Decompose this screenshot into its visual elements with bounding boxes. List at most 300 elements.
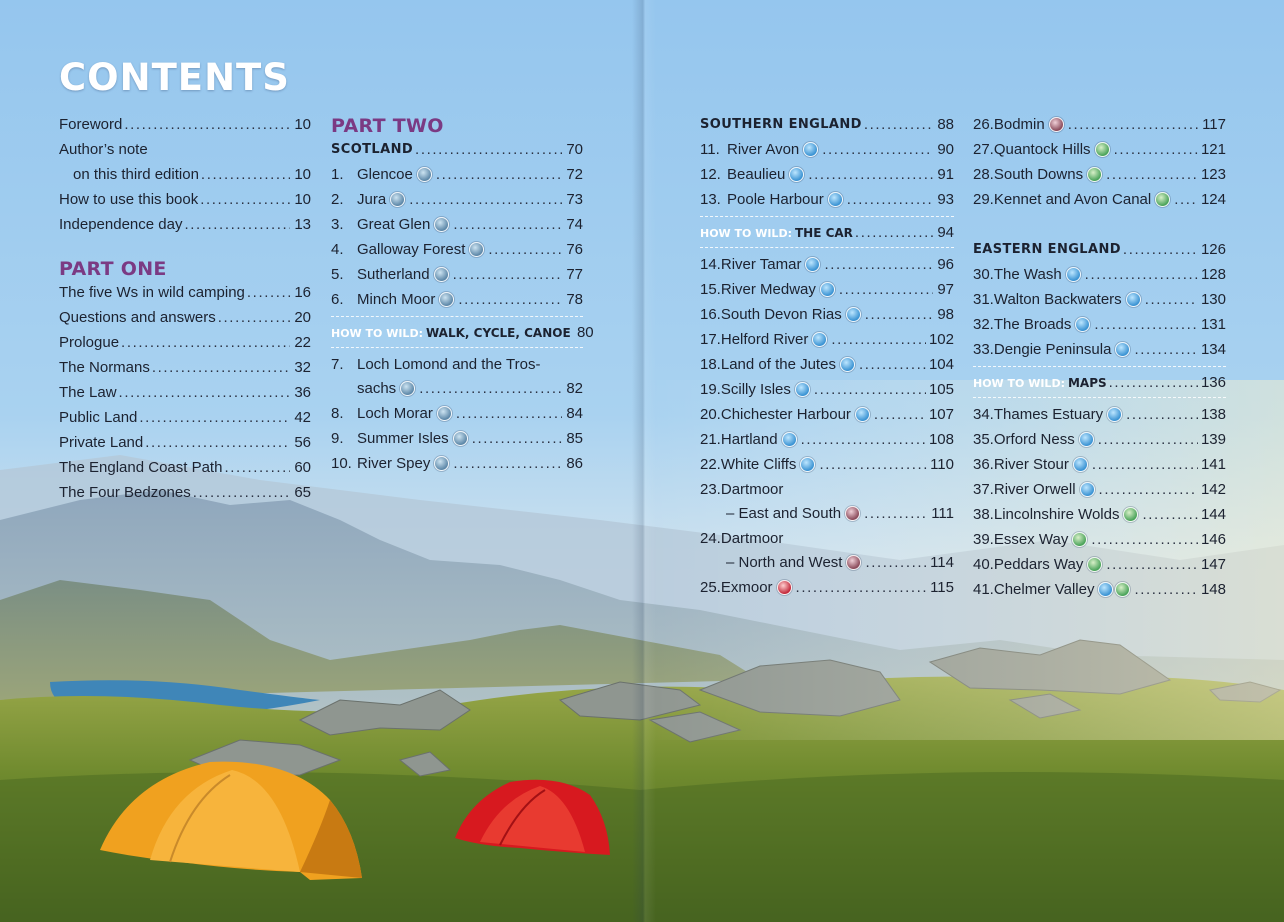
page-number: 90 [937, 141, 954, 158]
leader-dots [458, 291, 562, 308]
entry-label: Peddars Way [993, 556, 1084, 573]
page-number: 148 [1200, 581, 1226, 598]
land-icon [1087, 557, 1102, 572]
entry-number: 41. [973, 581, 994, 598]
toc-entry[interactable] [700, 327, 954, 352]
leader-dots [801, 431, 926, 448]
leader-dots [1106, 556, 1198, 573]
entry-number: 36. [973, 456, 994, 473]
entry-exmoor[interactable] [700, 575, 954, 600]
toc-entry[interactable] [331, 451, 583, 476]
page-number: 36 [294, 384, 311, 401]
page-number: 144 [1200, 506, 1226, 523]
leader-dots [847, 191, 933, 208]
toc-entry[interactable] [59, 330, 311, 355]
page-number: 108 [928, 431, 954, 448]
page-number: 77 [566, 266, 583, 283]
toc-entry[interactable] [59, 430, 311, 455]
toc-entry[interactable] [331, 287, 583, 312]
leader-dots [839, 281, 933, 298]
mountain-icon [469, 242, 484, 257]
entry-number: 16. [700, 306, 721, 323]
entry-label: Sutherland [357, 266, 430, 283]
toc-entry[interactable] [973, 312, 1226, 337]
water-and-land-icon [1098, 582, 1113, 597]
leader-dots [200, 191, 290, 208]
leader-dots [808, 166, 933, 183]
entry-number: 35. [973, 431, 994, 448]
page-number: 138 [1200, 406, 1226, 423]
region-label: EASTERN ENGLAND [973, 242, 1121, 257]
entry-label: Minch Moor [357, 291, 436, 308]
page-number: 96 [937, 256, 954, 273]
leader-dots [145, 434, 290, 451]
entry-label: The England Coast Path [59, 459, 223, 476]
mountain-icon [417, 167, 432, 182]
entry-number: 29. [973, 191, 994, 208]
page-number: 110 [930, 456, 954, 473]
entry-number: 37. [973, 481, 994, 498]
page-number: 85 [566, 430, 583, 447]
scotland-list-a [331, 162, 583, 312]
toc-entry[interactable] [973, 287, 1226, 312]
leader-dots [859, 356, 926, 373]
toc-entry[interactable] [700, 302, 954, 327]
entry-label: Land of the Jutes [720, 356, 836, 373]
entry-number: 24. [700, 529, 721, 547]
water-icon [1073, 457, 1088, 472]
water-icon [1066, 267, 1081, 282]
entry-number: 14. [700, 256, 721, 273]
entry-number: 31. [973, 291, 994, 308]
red-moor-icon [777, 580, 792, 595]
toc-entry[interactable] [700, 137, 954, 162]
page-number: 126 [1200, 241, 1226, 258]
page-number: 93 [937, 191, 954, 208]
water-icon [1107, 407, 1122, 422]
leader-dots [1106, 166, 1198, 183]
leader-dots [796, 579, 928, 596]
moor-icon [845, 506, 860, 521]
page-number: 117 [1202, 116, 1226, 133]
toc-entry[interactable] [59, 355, 311, 380]
page-number: 80 [576, 323, 594, 341]
region-eastern-england[interactable] [973, 237, 1226, 262]
land-icon [1072, 532, 1087, 547]
toc-entry[interactable] [331, 237, 583, 262]
entry-label: – North and West [726, 554, 843, 571]
leader-dots [1134, 341, 1198, 358]
toc-entry[interactable] [973, 552, 1226, 577]
entry-label: Summer Isles [357, 430, 449, 447]
page-number: 74 [566, 216, 583, 233]
leader-dots [1134, 581, 1198, 598]
leader-dots [124, 116, 290, 133]
toc-entry[interactable] [59, 162, 311, 187]
land-icon [1123, 507, 1138, 522]
entry-label: Loch Morar [357, 405, 433, 422]
page-number: 107 [928, 406, 954, 423]
land-icon [1155, 192, 1170, 207]
mountain-icon [437, 406, 452, 421]
mountain-icon [434, 217, 449, 232]
entry-loch-lomond-line2[interactable] [331, 376, 583, 401]
page-number: 78 [566, 291, 583, 308]
entry-label: Quantock Hills [993, 141, 1091, 158]
entry-number: 6. [331, 291, 344, 308]
leader-dots [1114, 141, 1198, 158]
how-to-wild-label [973, 374, 1107, 391]
toc-entry[interactable] [331, 426, 583, 451]
entry-number: 40. [973, 556, 994, 573]
entry-label: – East and South [726, 505, 842, 522]
how-to-wild-topic: THE CAR [794, 225, 853, 240]
entry-label: Orford Ness [993, 431, 1075, 448]
front-matter-list [59, 112, 311, 237]
toc-entry[interactable] [700, 377, 954, 402]
leader-dots [247, 284, 290, 301]
toc-entry[interactable] [331, 187, 583, 212]
page-number: 97 [937, 281, 954, 298]
region-southern-england[interactable] [700, 112, 954, 137]
toc-entry[interactable] [59, 480, 311, 505]
leader-dots [1145, 291, 1198, 308]
entry-number: 19. [700, 381, 721, 398]
page-number: 10 [294, 191, 311, 208]
how-to-wild-label [700, 224, 853, 241]
leader-dots [1109, 374, 1198, 391]
leader-dots [139, 409, 290, 426]
leader-dots [119, 384, 290, 401]
page-number: 102 [928, 331, 954, 348]
page-number: 60 [294, 459, 311, 476]
water-icon [1075, 317, 1090, 332]
toc-entry[interactable] [331, 162, 583, 187]
page-number: 32 [294, 359, 311, 376]
toc-entry[interactable] [331, 212, 583, 237]
region-scotland[interactable] [331, 137, 583, 162]
toc-entry[interactable] [700, 352, 954, 377]
contents-column-2 [331, 112, 594, 476]
water-icon [795, 382, 810, 397]
entry-label: on this third edition [73, 166, 199, 183]
leader-dots [1099, 481, 1198, 498]
page-title: CONTENTS [59, 56, 290, 99]
page-number: 142 [1200, 481, 1226, 498]
entry-label: Dartmoor [720, 480, 784, 498]
entry-number: 32. [973, 316, 994, 333]
water-icon [846, 307, 861, 322]
entry-label: The Broads [993, 316, 1072, 333]
page-number: 56 [294, 434, 311, 451]
page-number: 98 [937, 306, 954, 323]
leader-dots [1094, 316, 1198, 333]
page-number: 111 [931, 505, 954, 522]
toc-entry[interactable] [973, 162, 1226, 187]
entry-dartmoor-es-line2[interactable] [700, 501, 954, 526]
mountain-icon [453, 431, 468, 446]
entry-label: Thames Estuary [993, 406, 1104, 423]
mountain-icon [400, 381, 415, 396]
entry-number: 10. [331, 455, 352, 472]
entry-label: Galloway Forest [357, 241, 466, 258]
leader-dots [864, 505, 928, 522]
toc-entry[interactable] [700, 162, 954, 187]
part-two-heading: PART TWO [331, 115, 444, 137]
how-to-wild-maps[interactable] [973, 366, 1226, 398]
entry-label: Bodmin [993, 116, 1045, 133]
toc-entry[interactable] [973, 452, 1226, 477]
water-icon [800, 457, 815, 472]
entry-label: The five Ws in wild camping [59, 284, 245, 301]
eastern-list-b [973, 402, 1226, 602]
page-number: 76 [566, 241, 583, 258]
entry-number: 9. [331, 430, 344, 447]
toc-entry[interactable] [973, 112, 1226, 137]
entry-number: 39. [973, 531, 994, 548]
southern-list-c [973, 112, 1226, 212]
entry-number: 5. [331, 266, 344, 283]
mountain-icon [439, 292, 454, 307]
entry-loch-lomond-line1[interactable] [331, 352, 583, 376]
entry-number: 13. [700, 191, 721, 208]
page-number: 22 [294, 334, 311, 351]
toc-entry[interactable] [59, 380, 311, 405]
page-number: 104 [928, 356, 954, 373]
entry-label: Author’s note [59, 141, 148, 158]
entry-label: Kennet and Avon Canal [993, 191, 1152, 208]
page-gutter [632, 0, 656, 922]
toc-entry[interactable] [59, 212, 311, 237]
southern-list-b [700, 252, 954, 477]
page-number: 131 [1200, 316, 1226, 333]
page-number: 84 [566, 405, 583, 422]
entry-label: sachs [357, 380, 397, 397]
entry-label: Glencoe [357, 166, 413, 183]
how-to-wild-the-car[interactable] [700, 216, 954, 248]
leader-dots [874, 406, 926, 423]
southern-list-a [700, 137, 954, 212]
toc-entry[interactable] [700, 187, 954, 212]
toc-entry[interactable] [59, 280, 311, 305]
leader-dots [1142, 506, 1197, 523]
entry-label: Chichester Harbour [720, 406, 851, 423]
leader-dots [152, 359, 290, 376]
entry-label: Questions and answers [59, 309, 216, 326]
entry-label: South Downs [993, 166, 1084, 183]
entry-dartmoor-nw-line2[interactable] [700, 550, 954, 575]
toc-entry[interactable] [700, 277, 954, 302]
entry-dartmoor-nw-line1[interactable] [700, 526, 954, 550]
leader-dots [453, 266, 562, 283]
toc-entry[interactable] [973, 477, 1226, 502]
entry-label: Chelmer Valley [993, 581, 1095, 598]
entry-label: Hartland [720, 431, 778, 448]
leader-dots [822, 141, 933, 158]
entry-label: Great Glen [357, 216, 431, 233]
leader-dots [864, 116, 933, 133]
leader-dots [472, 430, 562, 447]
entry-label: Loch Lomond and the Tros- [357, 355, 541, 373]
entry-label: River Avon [727, 141, 800, 158]
entry-label: Private Land [59, 434, 144, 451]
toc-entry[interactable] [973, 577, 1226, 602]
water-icon [820, 282, 835, 297]
entry-label: River Spey [357, 455, 431, 472]
entry-number: 33. [973, 341, 994, 358]
leader-dots [1091, 531, 1198, 548]
page-number: 121 [1200, 141, 1226, 158]
entry-number: 22. [700, 456, 721, 473]
contents-column-4 [973, 112, 1226, 602]
water-icon [789, 167, 804, 182]
water-icon [803, 142, 818, 157]
how-to-wild-topic: WALK, CYCLE, CANOE [425, 325, 571, 340]
toc-entry[interactable] [973, 187, 1226, 212]
page-number: 136 [1200, 373, 1226, 391]
entry-label: Prologue [59, 334, 120, 351]
entry-number: 21. [700, 431, 721, 448]
page-number: 114 [930, 554, 954, 571]
entry-label: The Wash [993, 266, 1062, 283]
leader-dots [1092, 456, 1198, 473]
contents-column-3 [700, 112, 954, 600]
how-to-wild-lead: HOW TO WILD: [973, 376, 1065, 390]
land-icon [1087, 167, 1102, 182]
entry-label: River Orwell [993, 481, 1076, 498]
toc-entry[interactable] [973, 402, 1226, 427]
contents-column-1 [59, 112, 311, 505]
leader-dots [824, 256, 933, 273]
entry-label: Dartmoor [720, 529, 784, 547]
entry-number: 20. [700, 406, 721, 423]
entry-number: 12. [700, 166, 721, 183]
toc-entry[interactable] [59, 455, 311, 480]
toc-entry[interactable] [700, 452, 954, 477]
toc-entry[interactable] [973, 137, 1226, 162]
how-to-wild-lead: HOW TO WILD: [331, 326, 423, 340]
toc-entry[interactable] [700, 427, 954, 452]
entry-number: 27. [973, 141, 994, 158]
page-number: 13 [294, 216, 311, 233]
leader-dots [819, 456, 927, 473]
leader-dots [1098, 431, 1198, 448]
entry-number: 1. [331, 166, 344, 183]
water-icon [782, 432, 797, 447]
leader-dots [488, 241, 562, 258]
mountain-icon [434, 456, 449, 471]
toc-entry[interactable] [59, 187, 311, 212]
leader-dots [436, 166, 562, 183]
spacer [59, 237, 311, 250]
entry-number: 26. [973, 116, 994, 133]
how-to-wild-lead: HOW TO WILD: [700, 226, 792, 240]
entry-label: Jura [357, 191, 387, 208]
leader-dots [865, 306, 933, 323]
region-label: SOUTHERN ENGLAND [700, 117, 862, 132]
entry-number: 11. [700, 141, 720, 158]
water-icon [1115, 342, 1130, 357]
entry-label: The Four Bedzones [59, 484, 191, 501]
toc-entry[interactable] [331, 401, 583, 426]
leader-dots [224, 459, 290, 476]
toc-entry[interactable] [59, 137, 311, 162]
entry-number: 4. [331, 241, 344, 258]
toc-entry[interactable] [59, 405, 311, 430]
page-number: 147 [1200, 556, 1226, 573]
entry-label: The Normans [59, 359, 150, 376]
leader-dots [1174, 191, 1198, 208]
leader-dots [1123, 241, 1198, 258]
entry-label: Public Land [59, 409, 138, 426]
scotland-list-b [331, 401, 583, 476]
page-number: 20 [294, 309, 311, 326]
entry-label: How to use this book [59, 191, 199, 208]
spacer [973, 212, 1226, 237]
toc-entry[interactable] [973, 502, 1226, 527]
page-number: 115 [930, 579, 954, 596]
water-icon [840, 357, 855, 372]
page-number: 86 [566, 455, 583, 472]
entry-dartmoor-es-line1[interactable] [700, 477, 954, 501]
toc-entry[interactable] [973, 527, 1226, 552]
part-one-list [59, 280, 311, 505]
leader-dots [814, 381, 926, 398]
toc-entry[interactable] [973, 427, 1226, 452]
water-icon [1080, 482, 1095, 497]
water-icon [1126, 292, 1141, 307]
entry-number: 18. [700, 356, 721, 373]
toc-entry[interactable] [973, 337, 1226, 362]
entry-label: River Stour [993, 456, 1069, 473]
leader-dots [453, 216, 562, 233]
part-one-heading: PART ONE [59, 258, 167, 280]
page-number: 91 [937, 166, 954, 183]
entry-label: River Tamar [720, 256, 802, 273]
leader-dots [121, 334, 290, 351]
entry-label: Lincolnshire Wolds [993, 506, 1120, 523]
water-icon [855, 407, 870, 422]
toc-entry[interactable] [700, 252, 954, 277]
leader-dots [201, 166, 290, 183]
toc-entry[interactable] [59, 112, 311, 137]
leader-dots [831, 331, 926, 348]
toc-entry[interactable] [973, 262, 1226, 287]
entry-number: 38. [973, 506, 994, 523]
entry-label: The Law [59, 384, 117, 401]
page-number: 105 [928, 381, 954, 398]
leader-dots [453, 455, 562, 472]
entry-number: 28. [973, 166, 994, 183]
water-icon [1079, 432, 1094, 447]
entry-number: 3. [331, 216, 344, 233]
toc-entry[interactable] [700, 402, 954, 427]
entry-label: River Medway [720, 281, 816, 298]
leader-dots [1126, 406, 1198, 423]
eastern-list-a [973, 262, 1226, 362]
land-icon [1115, 582, 1130, 597]
entry-label: South Devon Rias [720, 306, 842, 323]
toc-entry[interactable] [331, 262, 583, 287]
entry-label: Beaulieu [727, 166, 786, 183]
leader-dots [218, 309, 290, 326]
entry-label: Scilly Isles [720, 381, 791, 398]
toc-entry[interactable] [59, 305, 311, 330]
leader-dots [855, 224, 933, 241]
page-number: 124 [1200, 191, 1226, 208]
land-icon [1095, 142, 1110, 157]
how-to-wild-walk-cycle-canoe[interactable] [331, 316, 594, 348]
